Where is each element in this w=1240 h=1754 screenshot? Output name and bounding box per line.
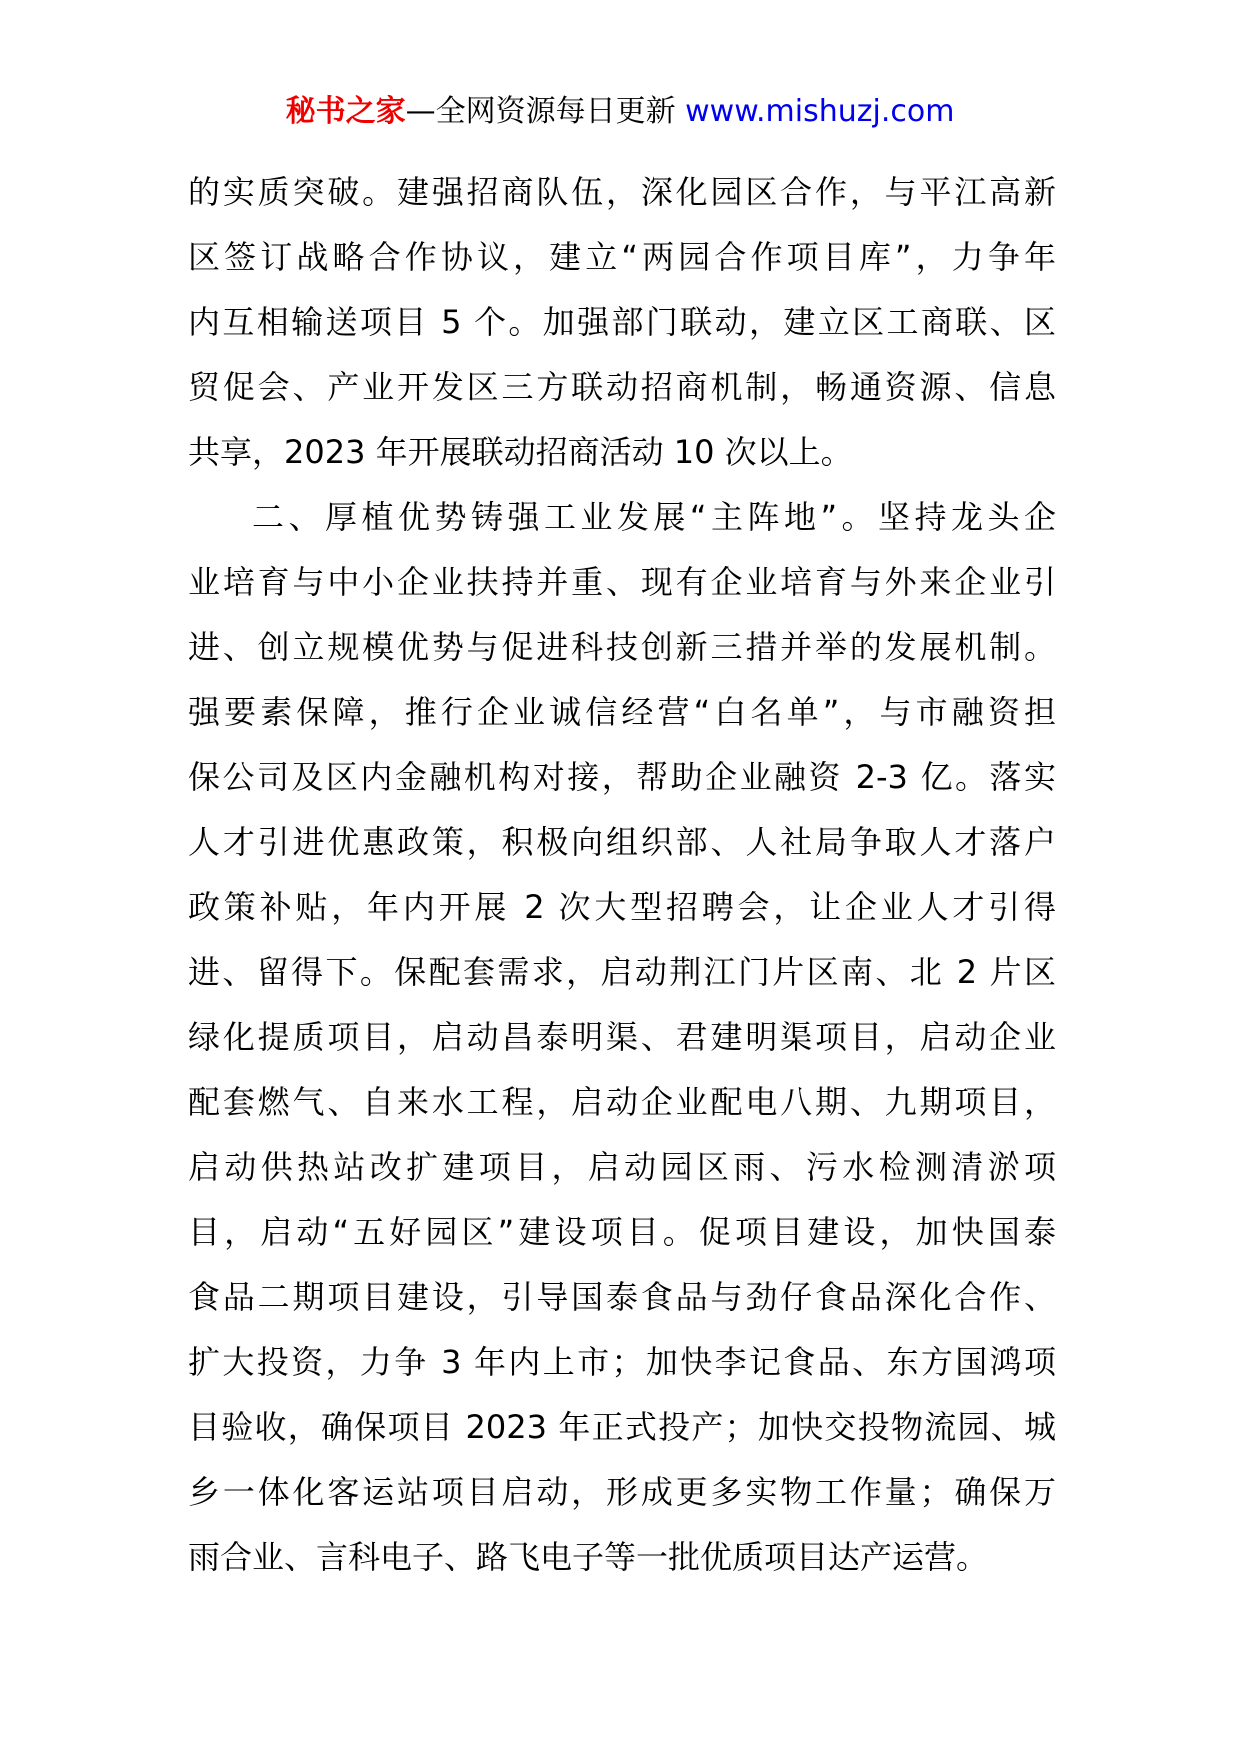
body-line: 业培育与中小企业扶持并重、现有企业培育与外来企业引 xyxy=(188,563,1056,601)
body-line: 进、留得下。保配套需求，启动荆江门片区南、北 2 片区 xyxy=(188,953,1056,991)
body-line: 的实质突破。建强招商队伍，深化园区合作，与平江高新 xyxy=(188,173,1056,211)
body-line: 强要素保障，推行企业诚信经营“白名单”，与市融资担 xyxy=(188,693,1056,731)
body-line: 食品二期项目建设，引导国泰食品与劲仔食品深化合作、 xyxy=(188,1278,1056,1316)
body-line: 区签订战略合作协议，建立“两园合作项目库”，力争年 xyxy=(188,238,1056,276)
body-line: 内互相输送项目 5 个。加强部门联动，建立区工商联、区 xyxy=(188,303,1056,341)
header-url-link[interactable]: www.mishuzj.com xyxy=(685,94,955,129)
page-header xyxy=(0,92,1240,132)
body-line: 乡一体化客运站项目启动，形成更多实物工作量；确保万 xyxy=(188,1473,1056,1511)
section-heading-line: 二、厚植优势铸强工业发展“主阵地”。坚持龙头企 xyxy=(252,498,1056,536)
body-line: 目验收，确保项目 2023 年正式投产；加快交投物流园、城 xyxy=(188,1408,1056,1446)
body-line: 目，启动“五好园区”建设项目。促项目建设，加快国泰 xyxy=(188,1213,1056,1251)
body-line: 人才引进优惠政策，积极向组织部、人社局争取人才落户 xyxy=(188,823,1056,861)
body-line: 扩大投资，力争 3 年内上市；加快李记食品、东方国鸿项 xyxy=(188,1343,1056,1381)
body-line: 进、创立规模优势与促进科技创新三措并举的发展机制。 xyxy=(188,628,1056,666)
header-tagline: —全网资源每日更新 xyxy=(405,94,686,129)
body-line: 雨合业、言科电子、路飞电子等一批优质项目达产运营。 xyxy=(188,1538,989,1576)
body-line: 启动供热站改扩建项目，启动园区雨、污水检测清淤项 xyxy=(188,1148,1056,1186)
body-line: 配套燃气、自来水工程，启动企业配电八期、九期项目， xyxy=(188,1083,1056,1121)
body-line: 政策补贴，年内开展 2 次大型招聘会，让企业人才引得 xyxy=(188,888,1056,926)
document-body xyxy=(188,160,1056,1590)
header-brand: 秘书之家 xyxy=(285,94,406,129)
body-line: 贸促会、产业开发区三方联动招商机制，畅通资源、信息 xyxy=(188,368,1056,406)
body-line: 绿化提质项目，启动昌泰明渠、君建明渠项目，启动企业 xyxy=(188,1018,1056,1056)
body-line: 保公司及区内金融机构对接，帮助企业融资 2-3 亿。落实 xyxy=(188,758,1056,796)
body-line: 共享，2023 年开展联动招商活动 10 次以上。 xyxy=(188,433,853,471)
